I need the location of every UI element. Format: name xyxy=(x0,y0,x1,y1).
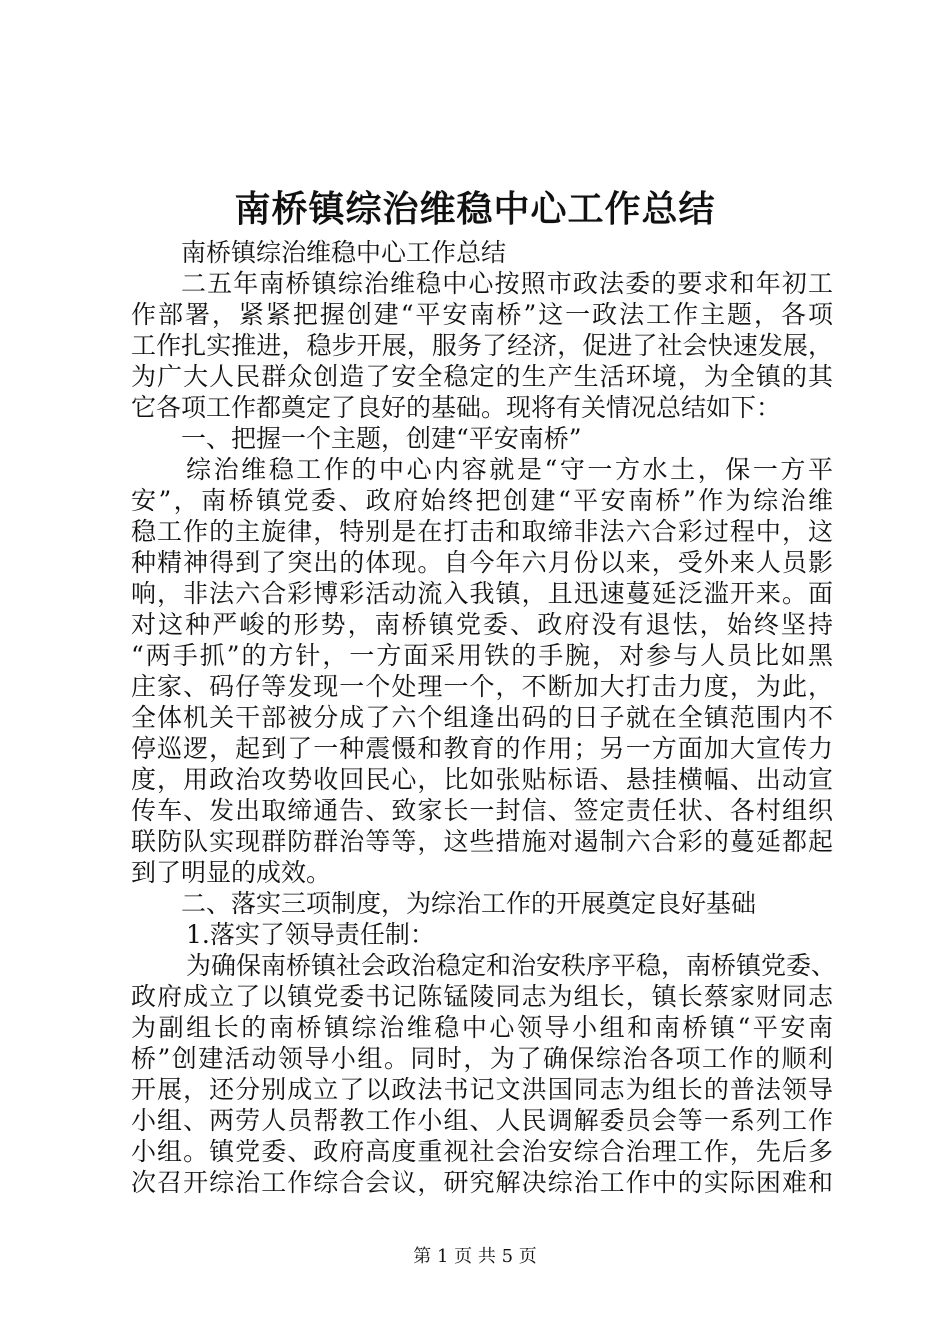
paragraph-line: 开展，还分别成立了以政法书记文洪国同志为组长的普法领导 xyxy=(131,1075,833,1104)
paragraph-line: 对这种严峻的形势，南桥镇党委、政府没有退怯，始终坚持 xyxy=(131,610,833,639)
paragraph-line: 停巡逻，起到了一种震慑和教育的作用；另一方面加大宣传力 xyxy=(131,734,833,763)
paragraph-line: 桥”创建活动领导小组。同时，为了确保综治各项工作的顺利 xyxy=(131,1044,833,1073)
paragraph-line: 工作扎实推进，稳步开展，服务了经济，促进了社会快速发展， xyxy=(131,331,833,360)
paragraph-line: 全体机关干部被分成了六个组逢出码的日子就在全镇范围内不 xyxy=(131,703,833,732)
paragraph-line: 响，非法六合彩博彩活动流入我镇，且迅速蔓延泛滥开来。面 xyxy=(131,579,833,608)
paragraph-line: 为副组长的南桥镇综治维稳中心领导小组和南桥镇“平安南 xyxy=(131,1013,833,1042)
paragraph-line: 政府成立了以镇党委书记陈锰陵同志为组长，镇长蔡家财同志 xyxy=(131,982,833,1011)
subsection-heading: 1.落实了领导责任制： xyxy=(186,920,435,949)
paragraph-line: 传车、发出取缔通告、致家长一封信、签定责任状、各村组织 xyxy=(131,796,833,825)
paragraph-line: 小组、两劳人员帮教工作小组、人民调解委员会等一系列工作 xyxy=(131,1106,833,1135)
paragraph-line: 它各项工作都奠定了良好的基础。现将有关情况总结如下： xyxy=(131,393,782,422)
document-title: 南桥镇综治维稳中心工作总结 xyxy=(234,189,716,230)
paragraph-line: 作部署，紧紧把握创建“平安南桥”这一政法工作主题，各项 xyxy=(131,300,833,329)
paragraph-line: 为广大人民群众创造了安全稳定的生产生活环境，为全镇的其 xyxy=(131,362,833,391)
paragraph-line: 联防队实现群防群治等等，这些措施对遏制六合彩的蔓延都起 xyxy=(131,827,833,856)
document-body xyxy=(131,237,837,1198)
paragraph-line: 庄家、码仔等发现一个处理一个，不断加大打击力度，为此， xyxy=(131,672,833,701)
section-heading: 二、落实三项制度，为综治工作的开展奠定良好基础 xyxy=(181,889,757,918)
paragraph-line: 为确保南桥镇社会政治稳定和治安秩序平稳，南桥镇党委、 xyxy=(186,951,837,980)
paragraph-line: 到了明显的成效。 xyxy=(131,858,332,887)
paragraph-line: “两手抓”的方针，一方面采用铁的手腕，对参与人员比如黑 xyxy=(131,641,833,670)
paragraph-line: 种精神得到了突出的体现。自今年六月份以来，受外来人员影 xyxy=(131,548,833,577)
paragraph-line: 稳工作的主旋律，特别是在打击和取缔非法六合彩过程中，这 xyxy=(131,517,833,546)
paragraph-line: 次召开综治工作综合会议，研究解决综治工作中的实际困难和 xyxy=(131,1168,833,1197)
paragraph-line: 二五年南桥镇综治维稳中心按照市政法委的要求和年初工 xyxy=(181,269,833,298)
paragraph-line: 综治维稳工作的中心内容就是“守一方水土，保一方平 xyxy=(186,455,833,484)
paragraph-line: 小组。镇党委、政府高度重视社会治安综合治理工作，先后多 xyxy=(131,1137,833,1166)
paragraph-line: 度，用政治攻势收回民心，比如张贴标语、悬挂横幅、出动宣 xyxy=(131,765,833,794)
section-heading: 一、把握一个主题，创建“平安南桥” xyxy=(181,424,582,453)
paragraph-line: 安”，南桥镇党委、政府始终把创建“平安南桥”作为综治维 xyxy=(131,486,833,515)
page-number: 第 1 页 共 5 页 xyxy=(413,1246,537,1267)
subtitle-line: 南桥镇综治维稳中心工作总结 xyxy=(181,238,507,267)
